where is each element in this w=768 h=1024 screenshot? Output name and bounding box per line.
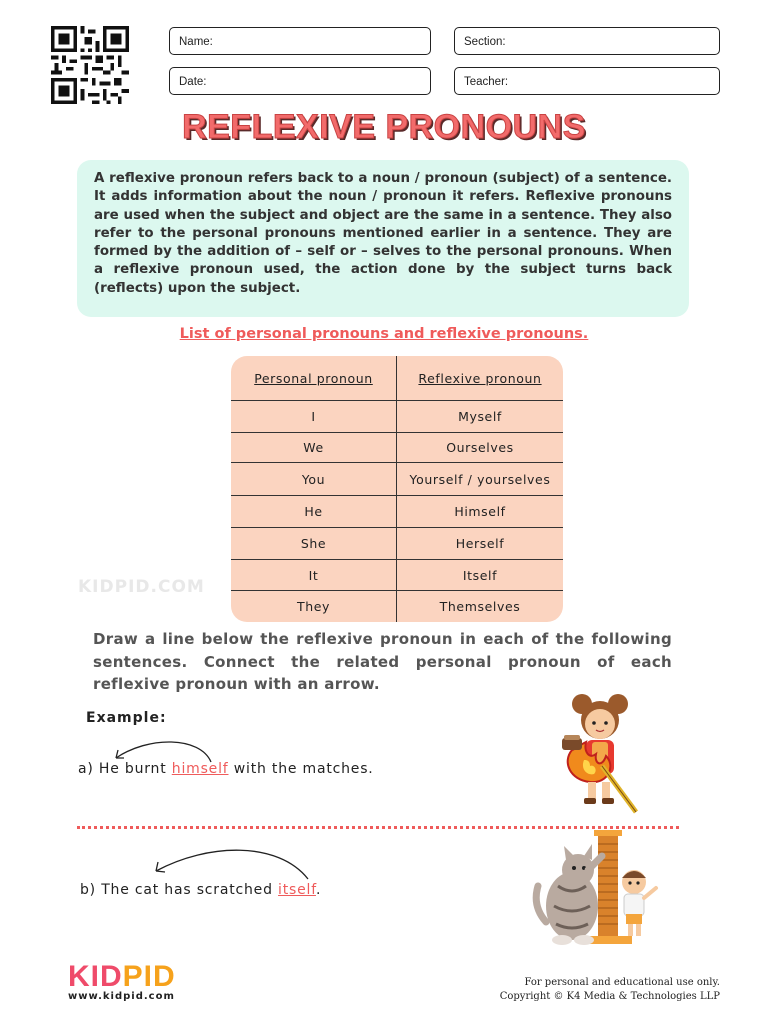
header-reflexive-pronoun: Reflexive pronoun [397,356,564,401]
girl-with-match-illustration [550,690,642,820]
table-row [231,496,563,528]
curved-arrow-icon [148,845,310,881]
table-row [231,591,563,623]
instructions: Draw a line below the reflexive pronoun in each of the following sentences. Connect the related personal pronoun of each reflexive pronoun with an arrow. [93,630,672,693]
sentence-b-before: b) The cat has scratched [80,882,279,898]
date-field[interactable] [169,67,431,95]
table-row [231,401,563,433]
table-cell: Herself [397,528,564,560]
table-cell: Myself [397,401,564,433]
logo-url: www.kidpid.com [68,991,175,1002]
logo-text-pid: PID [122,960,176,993]
table-row [231,463,563,496]
sentence-b [80,882,321,898]
example-label: Example: [86,710,167,726]
table-cell: I [231,401,397,433]
logo-text-kid: KID [68,960,123,993]
date-label: Date: [179,76,207,88]
table-cell: Itself [397,560,564,591]
qr-code-icon [48,26,132,104]
watermark: KIDPID.COM [78,577,205,597]
name-label: Name: [179,36,213,48]
table-cell: Ourselves [397,433,564,463]
table-cell: Himself [397,496,564,528]
kidpid-logo [68,960,176,994]
page-title: REFLEXIVE PRONOUNS [182,108,586,146]
table-header-row [231,356,563,401]
table-row [231,433,563,463]
teacher-field[interactable] [454,67,720,95]
table-row [231,560,563,591]
pronoun-table [231,356,563,622]
sentence-b-after: . [315,882,322,898]
table-cell: Yourself / yourselves [397,463,564,496]
table-cell: He [231,496,397,528]
sentence-b-highlight: itself [278,882,316,898]
footer [440,976,720,1004]
table-cell: They [231,591,397,623]
table-cell: We [231,433,397,463]
table-cell: It [231,560,397,591]
sentence-a [78,761,374,777]
table-row [231,528,563,560]
list-heading: List of personal pronouns and reflexive pronouns. [179,326,589,342]
cat-scratching-post-illustration [528,826,668,950]
section-label: Section: [464,36,506,48]
table-cell: Themselves [397,591,564,623]
table-cell: You [231,463,397,496]
teacher-label: Teacher: [464,76,509,88]
header-personal-pronoun: Personal pronoun [254,370,373,386]
sentence-a-highlight: himself [171,761,229,777]
sentence-a-after: with the matches. [228,761,374,777]
name-field[interactable] [169,27,431,55]
footer-line-1: For personal and educational use only. [524,977,720,988]
table-cell: She [231,528,397,560]
footer-line-2: Copyright © K4 Media & Technologies LLP [499,991,720,1002]
section-field[interactable] [454,27,720,55]
sentence-a-before: a) He burnt [78,761,172,777]
intro-paragraph: A reflexive pronoun refers back to a noun / pronoun (subject) of a sentence. It adds information about the noun / pronoun it refers. Reflexive pronouns are used when the subject and object are the same in a sentence. They also refer to the personal pronouns mentioned earlier in a sentence. They are formed by the addition of – self or – selves to the personal pronouns. When a reflexive pronoun used, the action done by the subject turns back (reflects) upon the subject. [77,160,689,317]
